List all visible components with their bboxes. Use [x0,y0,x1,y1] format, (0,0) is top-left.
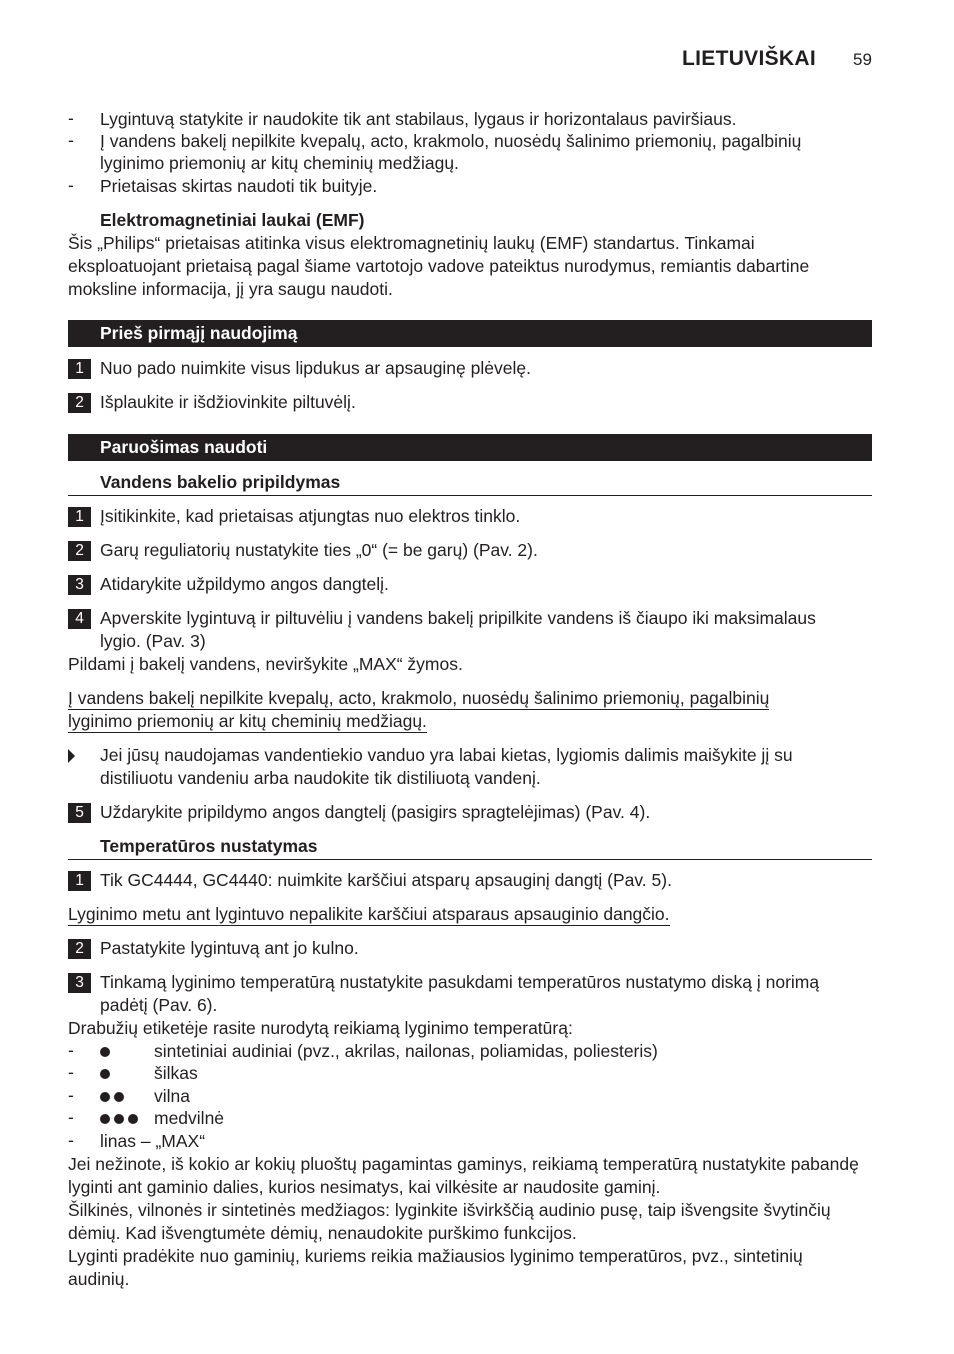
fabric-label: sintetiniai audiniai (pvz., akrilas, nailonas, poliamidas, poliesteris) [154,1041,658,1061]
temperature-dot-icon [114,1092,124,1102]
step-number: 4 [68,609,91,629]
bullet-dash: - [68,130,74,150]
step-number: 2 [68,541,91,561]
bullet-dash: - [68,175,74,195]
emf-text-line: Šis „Philips“ prietaisas atitinka visus elektromagnetinių laukų (EMF) standartus. Tinkamai [68,233,755,253]
tip-text: Jei jūsų naudojamas vandentiekio vanduo yra labai kietas, lygiomis dalimis maišykite jį su [100,745,793,765]
intro-bullet-1: Lygintuvą statykite ir naudokite tik ant stabilaus, lygaus ir horizontalaus paviršiaus. [100,109,737,129]
section-language-heading: LIETUVIŠKAI [682,47,816,70]
warning-line [68,710,427,733]
temperature-dot-icon [100,1092,110,1102]
intro-bullet-2: Į vandens bakelį nepilkite kvepalų, acto, krakmolo, nuosėdų šalinimo priemonių, pagalbinių [100,131,802,151]
temp-dots [100,1040,114,1063]
tip-text: distiliuotu vandeniu arba naudokite tik distiliuotą vandenį. [100,768,541,788]
fabric-label: linas – „MAX“ [100,1131,206,1151]
step-text-cont: lygio. (Pav. 3) [100,631,206,651]
warning-text: Į vandens bakelį nepilkite kvepalų, acto, krakmolo, nuosėdų šalinimo priemonių, pagalbinių [68,688,770,708]
step-text: Atidarykite užpildymo angos dangtelį. [100,574,389,594]
step-text: Įsitikinkite, kad prietaisas atjungtas nuo elektros tinklo. [100,506,521,526]
warning-line [68,687,769,710]
step-number: 3 [68,575,91,595]
step-text: Tik GC4444, GC4440: nuimkite karščiui atsparų apsauginį dangtį (Pav. 5). [100,870,672,890]
subheading-temperature: Temperatūros nustatymas [68,834,872,860]
intro-bullet-3: Prietaisas skirtas naudoti tik buityje. [100,176,378,196]
step-number: 1 [68,507,91,527]
fabric-label: medvilnė [154,1108,225,1128]
warning-text: lyginimo priemonių ar kitų cheminių medžiagų. [68,711,427,731]
temp-dots [100,1107,142,1130]
step-number: 2 [68,939,91,959]
fill-note: Pildami į bakelį vandens, neviršykite „MAX“ žymos. [68,654,463,674]
section-bar-first-use: Prieš pirmąjį naudojimą [68,320,872,347]
temperature-dot-icon [100,1047,110,1057]
emf-text-line: eksploatuojant prietaisą pagal šiame vartotojo vadove pateiktus nurodymus, remiantis dabartine [68,256,810,276]
bullet-dash: - [68,1085,74,1105]
emf-text-line: moksline informacija, jį yra saugu naudoti. [68,279,393,299]
paragraph-line: Lyginti pradėkite nuo gaminių, kuriems reikia mažiausios lyginimo temperatūros, pvz., sintetinių [68,1246,803,1266]
bullet-dash: - [68,108,74,128]
temp-dots [100,1085,128,1108]
paragraph-line: audinių. [68,1269,130,1289]
step-number: 3 [68,973,91,993]
step-text: Išplaukite ir išdžiovinkite piltuvėlį. [100,392,356,412]
tip-arrow-icon [68,749,75,763]
bullet-dash: - [68,1062,74,1082]
step-text: Nuo pado nuimkite visus lipdukus ar apsauginę plėvelę. [100,358,531,378]
temperature-dot-icon [100,1069,110,1079]
temperature-dot-icon [128,1114,138,1124]
emf-heading: Elektromagnetiniai laukai (EMF) [100,210,365,230]
paragraph-line: Jei nežinote, iš kokio ar kokių pluoštų pagamintas gaminys, reikiamą temperatūrą nustatykite pabandę [68,1154,859,1174]
step-number: 1 [68,871,91,891]
page-number: 59 [853,50,872,69]
temperature-dot-icon [100,1114,110,1124]
warning-text: Lyginimo metu ant lygintuvo nepalikite karščiui atsparaus apsauginio dangčio. [68,904,670,924]
paragraph-line: lyginti ant gaminio dalies, kurios nesimatys, kai vilkėsite ar naudosite gaminį. [68,1177,661,1197]
label-intro: Drabužių etiketėje rasite nurodytą reikiamą lyginimo temperatūrą: [68,1018,573,1038]
step-number: 1 [68,359,91,379]
step-text-cont: padėtį (Pav. 6). [100,995,218,1015]
step-text: Apverskite lygintuvą ir piltuvėliu į vandens bakelį pripilkite vandens iš čiaupo iki maksimalaus [100,608,816,628]
step-text: Tinkamą lyginimo temperatūrą nustatykite pasukdami temperatūros nustatymo diską į norimą [100,972,820,992]
step-text: Garų reguliatorių nustatykite ties „0“ (= be garų) (Pav. 2). [100,540,538,560]
temperature-dot-icon [114,1114,124,1124]
subheading-fill-tank: Vandens bakelio pripildymas [68,470,872,496]
intro-bullet-2-cont: lyginimo priemonių ar kitų cheminių medžiagų. [100,153,459,173]
step-text: Pastatykite lygintuvą ant jo kulno. [100,938,359,958]
step-number: 5 [68,803,91,823]
warning-line [68,903,670,926]
step-number: 2 [68,393,91,413]
fabric-label: vilna [154,1086,190,1106]
bullet-dash: - [68,1107,74,1127]
paragraph-line: dėmių. Kad išvengtumėte dėmių, nenaudokite purškimo funkcijos. [68,1223,577,1243]
bullet-dash: - [68,1040,74,1060]
paragraph-line: Šilkinės, vilnonės ir sintetinės medžiagos: lyginkite išvirkščią audinio pusę, taip išvengsite švytinčių [68,1200,831,1220]
fabric-label: šilkas [154,1063,198,1083]
section-bar-preparation: Paruošimas naudoti [68,434,872,461]
temp-dots [100,1062,114,1085]
bullet-dash: - [68,1130,74,1150]
step-text: Uždarykite pripildymo angos dangtelį (pasigirs spragtelėjimas) (Pav. 4). [100,802,651,822]
